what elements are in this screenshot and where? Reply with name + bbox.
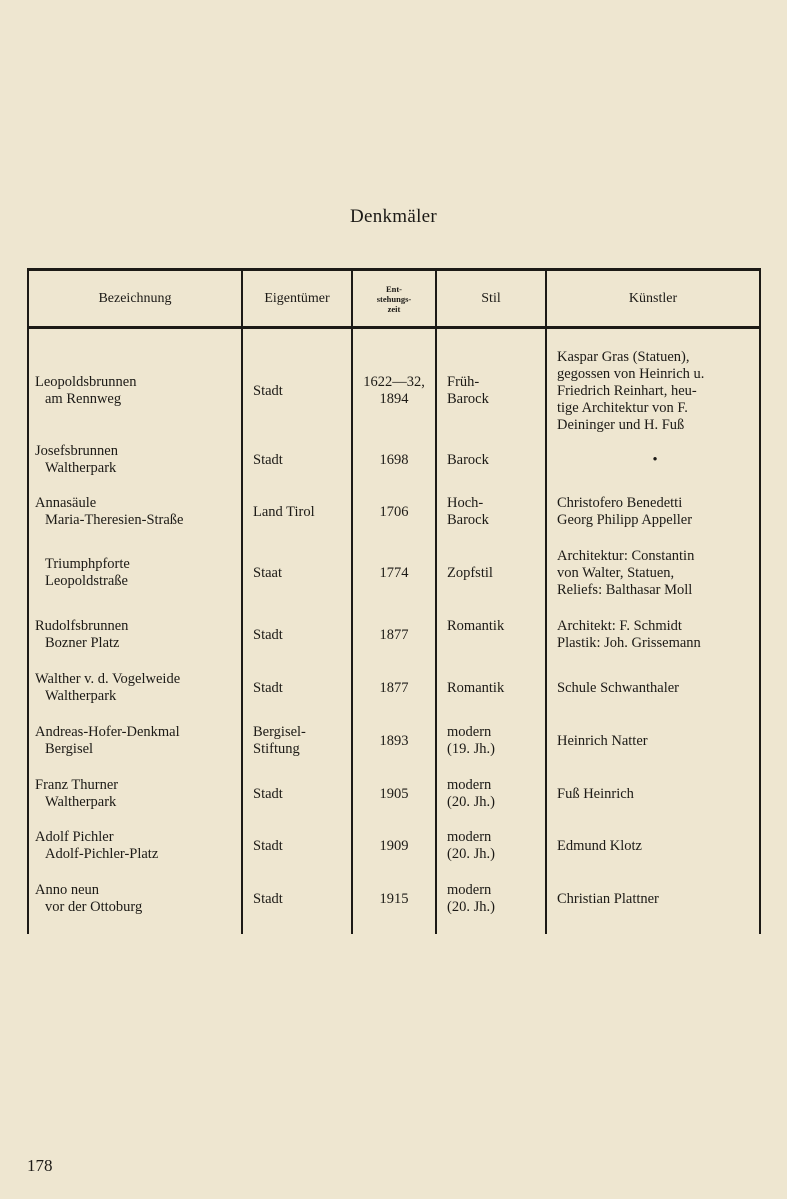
artist-cell: Edmund Klotz	[557, 837, 642, 854]
header-bottom-rule	[27, 326, 761, 329]
owner-cell: Stadt	[253, 382, 283, 399]
owner-cell: Bergisel- Stiftung	[253, 724, 306, 757]
monuments-table	[27, 268, 761, 934]
style-cell: modern (20. Jh.)	[447, 777, 495, 810]
header-owner: Eigentümer	[264, 290, 330, 306]
header-name: Bezeichnung	[98, 290, 172, 306]
monument-name-cell: Josefsbrunnen Waltherpark	[35, 443, 118, 476]
header-style: Stil	[481, 290, 501, 306]
artist-cell: Kaspar Gras (Statuen), gegossen von Heinrich u. Friedrich Reinhart, heu- tige Architektur von F. Deininger und H. Fuß	[557, 348, 705, 433]
style-cell: modern (20. Jh.)	[447, 882, 495, 915]
style-cell: Romantik	[447, 679, 505, 696]
owner-cell: Stadt	[253, 679, 283, 696]
monument-name-cell: Leopoldsbrunnen am Rennweg	[35, 374, 137, 407]
artist-cell: Fuß Heinrich	[557, 785, 634, 802]
table-row	[27, 440, 761, 480]
owner-cell: Stadt	[253, 890, 283, 907]
table-row	[27, 720, 761, 762]
owner-cell: Land Tirol	[253, 503, 315, 520]
date-cell: 1905	[379, 785, 409, 802]
style-cell: Barock	[447, 451, 489, 468]
artist-cell: Architektur: Constantin von Walter, Statuen, Reliefs: Balthasar Moll	[557, 547, 695, 598]
date-cell: 1774	[379, 564, 409, 581]
artist-cell: Heinrich Natter	[557, 732, 648, 749]
owner-cell: Staat	[253, 564, 282, 581]
table-row	[27, 668, 761, 708]
date-cell: 1877	[379, 679, 409, 696]
date-cell: 1915	[379, 890, 409, 907]
date-cell: 1706	[379, 503, 409, 520]
page-title: Denkmäler	[349, 206, 438, 227]
date-cell: 1622—32, 1894	[363, 374, 425, 407]
table-row	[27, 490, 761, 534]
header-artist: Künstler	[628, 290, 678, 306]
header-date: Ent- stehungs- zeit	[376, 283, 412, 314]
table-row	[27, 825, 761, 867]
artist-cell: Christofero Benedetti Georg Philipp Appeller	[557, 495, 693, 528]
table-row	[27, 347, 761, 435]
table-row	[27, 543, 761, 603]
owner-cell: Stadt	[253, 837, 283, 854]
table-row	[27, 773, 761, 815]
artist-cell: Architekt: F. Schmidt Plastik: Joh. Grissemann	[557, 618, 701, 651]
monument-name-cell: Walther v. d. Vogelweide Waltherpark	[35, 671, 181, 704]
page-number: 178	[27, 1156, 53, 1175]
monument-name-cell: Anno neun vor der Ottoburg	[35, 882, 143, 915]
style-cell: Romantik	[447, 618, 505, 634]
owner-cell: Stadt	[253, 785, 283, 802]
monument-name-cell: Franz Thurner Waltherpark	[35, 777, 119, 810]
owner-cell: Stadt	[253, 451, 283, 468]
style-cell: modern (19. Jh.)	[447, 724, 495, 757]
style-cell: Früh- Barock	[447, 374, 489, 407]
date-cell: 1698	[379, 451, 409, 468]
style-cell: modern (20. Jh.)	[447, 829, 495, 862]
artist-cell: Schule Schwanthaler	[557, 679, 680, 696]
style-cell: Hoch- Barock	[447, 495, 489, 528]
monument-name-cell: Triumphpforte Leopoldstraße	[45, 556, 130, 589]
monument-name-cell: Rudolfsbrunnen Bozner Platz	[35, 618, 129, 651]
table-row	[27, 615, 761, 655]
monument-name-cell: Adolf Pichler Adolf-Pichler-Platz	[35, 829, 159, 862]
artist-cell: •	[652, 451, 658, 468]
date-cell: 1909	[379, 837, 409, 854]
date-cell: 1893	[379, 732, 409, 749]
artist-cell: Christian Plattner	[557, 890, 659, 907]
owner-cell: Stadt	[253, 626, 283, 643]
monument-name-cell: Andreas-Hofer-Denkmal Bergisel	[35, 724, 180, 757]
monument-name-cell: Annasäule Maria-Theresien-Straße	[35, 495, 184, 528]
table-row	[27, 878, 761, 920]
style-cell: Zopfstil	[447, 564, 493, 581]
date-cell: 1877	[379, 626, 409, 643]
